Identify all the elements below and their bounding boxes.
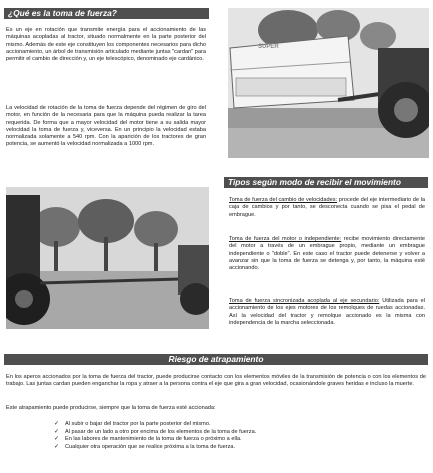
tipo-text-1: procede del eje intermediario de la caja de cambios y por tanto, se desconecta cuando se pisa el pedal de embrague. xyxy=(229,197,425,218)
section-title-riesgo: Riesgo de atrapamiento xyxy=(4,354,428,365)
tipo-item-1 xyxy=(229,197,425,219)
checkmark-icon: ✓ xyxy=(54,436,60,443)
orchard-pto-photo xyxy=(6,187,209,329)
riesgo-bullet: ✓ En las labores de mantenimiento de la toma de fuerza o próximo a ella. xyxy=(54,436,242,443)
tipo-item-2 xyxy=(229,236,425,272)
orchard-pto-illustration xyxy=(6,187,209,329)
riesgo-bullet: ✓ Al pasar de un lado a otro por encima de los elementos de la toma de fuerza. xyxy=(54,428,257,435)
que-es-paragraph-2: La velocidad de rotación de la toma de fuerza depende del régimen de giro del motor, en función de la necesaria para que la máquina pueda realizar la tarea requerida. De forma que a mayor velocidad del motor tiene a su salida mayor velocidad la toma de fuerza y, viceversa. En un principio la velocidad estaba normalizada solamente a 540 rpm. Con la aparición de los tractores de gran potencia, se aumentó la velocidad normalizada a 1000 rpm. xyxy=(6,105,206,148)
tipo-item-3 xyxy=(229,298,425,327)
tractor-implement-illustration xyxy=(228,8,429,158)
tractor-implement-photo xyxy=(228,8,429,158)
checkmark-icon: ✓ xyxy=(54,428,60,435)
tipo-text-2: recibe movimiento directamente del motor a través de un embrague propio, mediante un embrague independiente o "doble". En este caso el tractor puede detenerse y volver a avanzar sin que la toma de fuerza se detenga y, por tanto, la máquina esté accionando. xyxy=(229,236,425,272)
implement-brand-label: SUPER xyxy=(258,44,279,50)
tipo-term-1: Toma de fuerza del cambio de velocidades: xyxy=(229,197,338,203)
tipo-term-2: Toma de fuerza del motor o independiente: xyxy=(229,236,342,242)
tipo-term-3: Toma de fuerza sincronizada acoplada al eje secundario: xyxy=(229,298,380,304)
que-es-paragraph-1: Es un eje en rotación que transmite energía para el accionamiento de las máquinas acopladas al tractor, situado normalmente en la parte posterior del mismo. Además de este eje constituyen los componentes necesarios para dicho accionamiento, un árbol de transmisión articulado mediante juntas "cardan" para permitir el cambio de dirección y, un eje telescópico, denominado eje cardánico. xyxy=(6,27,206,63)
section-title-que-es: ¿Qué es la toma de fuerza? xyxy=(4,8,209,19)
checkmark-icon: ✓ xyxy=(54,421,60,427)
checkmark-icon: ✓ xyxy=(54,443,60,450)
section-title-tipos: Tipos según modo de recibir el movimiento xyxy=(224,177,428,188)
riesgo-bullet: ✓ Al subir o bajar del tractor por la parte posterior del mismo. xyxy=(54,421,211,427)
riesgo-paragraph-2: Este atrapamiento puede producirse, siempre que la toma de fuerza esté accionada: xyxy=(6,405,216,411)
riesgo-bullet-list xyxy=(54,421,414,451)
riesgo-paragraph-1: En los aperos accionados por la toma de fuerza del tractor, puede producirse contacto con los elementos móviles de la transmisión de potencia o con los elementos de trabajo. Las juntas cardan pueden enganchar la ropa y atraer a la persona contra el eje que gira a gran velocidad, ocasionándole graves heridas e incluso la muerte. xyxy=(6,374,426,388)
tipo-text-3: Utilizada para el accionamiento de los ejes motores de los remolques de ruedas accionadas. Así la velocidad del tractor y remolque accionado es la misma con independencia de la marcha seleccionada. xyxy=(229,298,425,326)
riesgo-bullet: ✓ Cualquier otra operación que se realice próxima a la toma de fuerza. xyxy=(54,443,236,450)
